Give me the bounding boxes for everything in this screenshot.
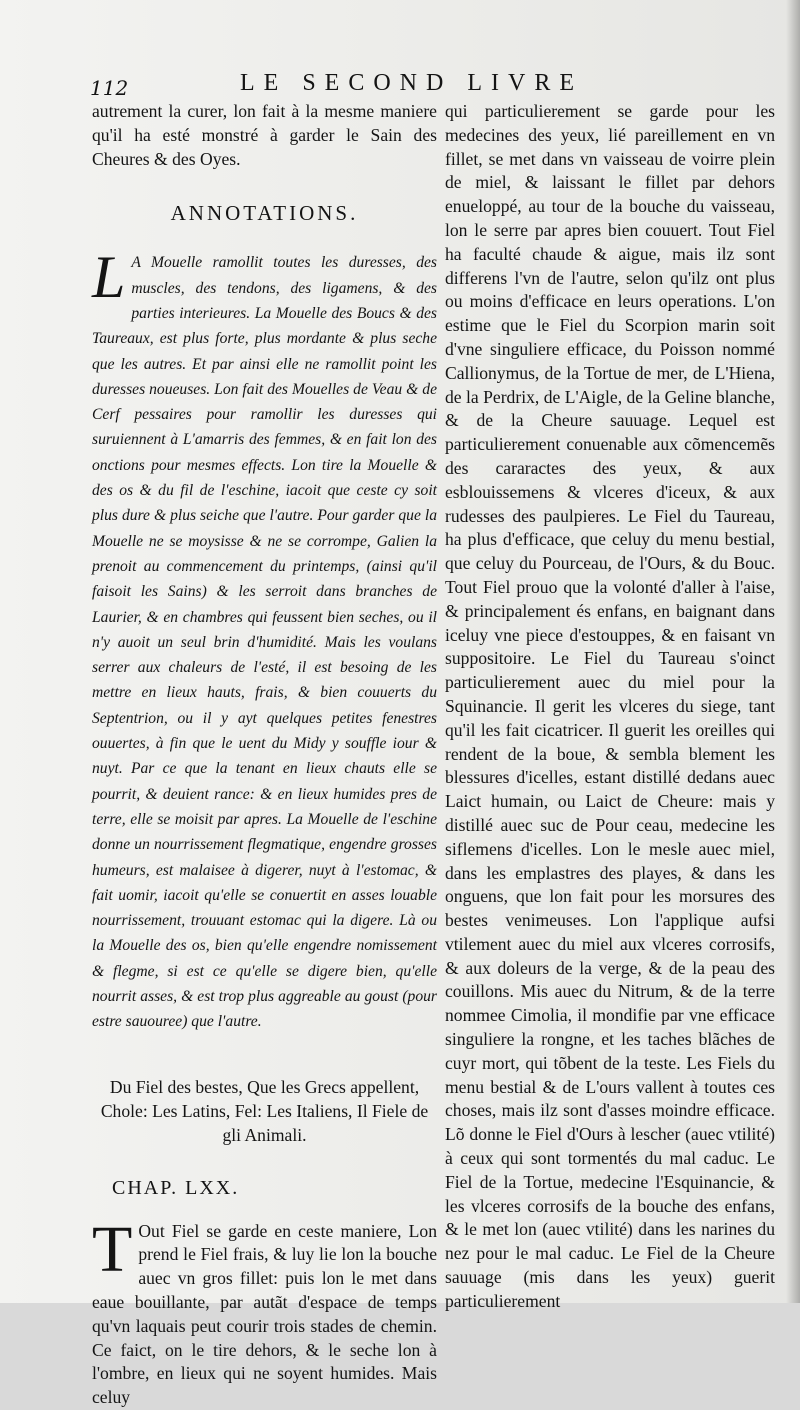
page-number: 112 <box>90 76 129 100</box>
chapter-text: Out Fiel se garde en ceste maniere, Lon prend le Fiel frais, & luy lie lon la bouche auec vn gros fillet: puis lon le met dans eaue bouillante, par autãt d'espace de temps qu'vn laquais peut courir trois stades de chemin. Ce faict, on le tire dehors, & le seche lon à l'ombre, en lieux qui ne soyent humides. Mais celuy <box>92 1220 437 1408</box>
page-header <box>90 70 760 104</box>
running-title: LE SECOND LIVRE <box>240 70 583 96</box>
right-column-text: qui particulierement se garde pour les medecines des yeux, lié pareillement en vn fillet, se met dans vn vaisseau de voirre plein de miel, & laissant le fillet par dehors enueloppé, au tour de la bouche du vaisseau, lon le serre par apres bien couuert. Tout Fiel ha faculté chaude & aigue, mais ilz sont differens l'vn de l'autre, selon qu'ilz ont plus ou moins d'efficace en leurs operations. L'on estime que le Fiel du Scorpion marin soit d'vne singuliere efficace, du Poisson nommé Callionymus, de la Tortue de mer, de L'Hiena, de la Perdrix, de L'Aigle, de la Geline blanche, & de la Cheure sauuage. Lequel est particulierement conuenable aux cõmencemẽs des cararactes des yeux, & aux esblouissemens & vlceres d'iceux, & aux rudesses des paulpieres. Le Fiel du Taureau, ha plus d'efficace, que celuy du menu bestial, que celuy du Pourceau, de l'Ours, & du Bouc. Tout Fiel prouo que la volonté d'aller à l'aise, & principalement és enfans, en baignant dans iceluy vne piece d'estouppes, & en faisant vn suppositoire. Le Fiel du Taureau s'oinct particulierement auec du miel pour la Squinancie. Il gerit les vlceres du siege, tant qu'il les fait cicatricer. Il guerit les oreilles qui rendent de la boue, & sembla blement les blessures d'icelles, estant distillé dedans auec Laict humain, ou Laict de Cheure: mais y distillé auec suc de Pour ceau, medecine les siflemens d'icelles. Lon le mesle auec miel, dans les emplastres des playes, & dans les onguens, que lon fait pour les morsures des bestes venimeuses. Lon l'applique aufsi vtilement auec du miel aux vlceres corrosifs, & aux doleurs de la verge, & de la peau des couillons. Mis auec du Nitrum, & de la terre nommee Cimolia, il mondifie par vne efficace singuliere la rongne, et les taches blãches de cuyr mort, qui tõbent de la teste. Les Fiels du menu bestial & de L'ours vallent à toutes ces choses, mais ilz sont d'asses moindre efficace. Lõ donne le Fiel d'Ours à lescher (auec vtilité) à ceux qui sont tormentés du mal caduc. Le Fiel de la Tortue, medecine l'Esquinancie, & les vlceres corrosifs de la bouche des enfans, & le met lon (auec vtilité) dans les narines du nez pour le mal caduc. Le Fiel de la Cheure sauuage (mis dans les yeux) guerit particulierement <box>445 101 775 1311</box>
section-title: Du Fiel des bestes, Que les Grecs appellent, Chole: Les Latins, Fel: Les Italiens, Il Fiele de gli Animali. <box>100 1076 429 1145</box>
chapter-paragraph <box>92 1212 437 1410</box>
left-column <box>92 100 437 1410</box>
right-column <box>445 100 775 1314</box>
chapter-dropcap: T <box>92 1212 133 1286</box>
annotations-paragraph <box>92 244 437 1034</box>
annotations-heading: ANNOTATIONS. <box>170 201 359 226</box>
annotations-text: A Mouelle ramollit toutes les duresses, des muscles, des tendons, des ligamens, & des parties interieures. La Mouelle des Boucs & des Taureaux, est plus forte, plus mordante & plus seche que les autres. Et par ainsi elle ne ramollit point les duresses noueuses. Lon fait des Mouelles de Veau & de Cerf pessaires pour ramollir les duresses qui suruiennent à L'amarris des femmes, & en fait lon des onctions pour mesmes effects. Lon tire la Mouelle & des os & du fil de l'eschine, iacoit que ceste cy soit plus dure & plus seiche que l'autre. Pour garder que la Mouelle ne se moysisse & ne se corrompe, Galien la prenoit au commencement du printemps, (ainsi qu'il faisoit les Sains) & les serroit dans branches de Laurier, & en chambres qui feussent bien seches, ou il n'y auoit un seul brin d'humidité. Mais les voulans serrer aux chaleurs de l'esté, il est besoing de les mettre en lieux hauts, frais, & bien couuerts du Septentrion, ou il y ayt quelques petites fenestres ouuertes, à fin que le uent du Midy y souffle iour & nuyt. Par ce que la tenant en lieux chauts elle se pourrit, & deuient rance: & en lieux humides pres de terre, elle se moisit par apres. La Mouelle de l'eschine donne un nourrissement flegmatique, engendre grosses humeurs, est malaisee à digerer, nuyt à l'estomac, & fait uomir, iacoit qu'elle se conuertit en asses louable nourrissement, trouuant estomac qui la digere. Là ou la Mouelle des os, bien qu'elle engendre nomissement & flegme, si est ce qu'elle se digere bien, qu'elle nourrit asses, & est trop plus aggreable au goust (pour estre sauouree) que l'autre. <box>92 254 437 1031</box>
page-gutter-shadow <box>786 0 800 1303</box>
annotations-dropcap: L <box>92 244 126 311</box>
chapter-heading: CHAP. LXX. <box>112 1176 240 1199</box>
intro-paragraph: autrement la curer, lon fait à la mesme maniere qu'il ha esté monstré à garder le Sain des Cheures & des Oyes. <box>92 101 437 169</box>
